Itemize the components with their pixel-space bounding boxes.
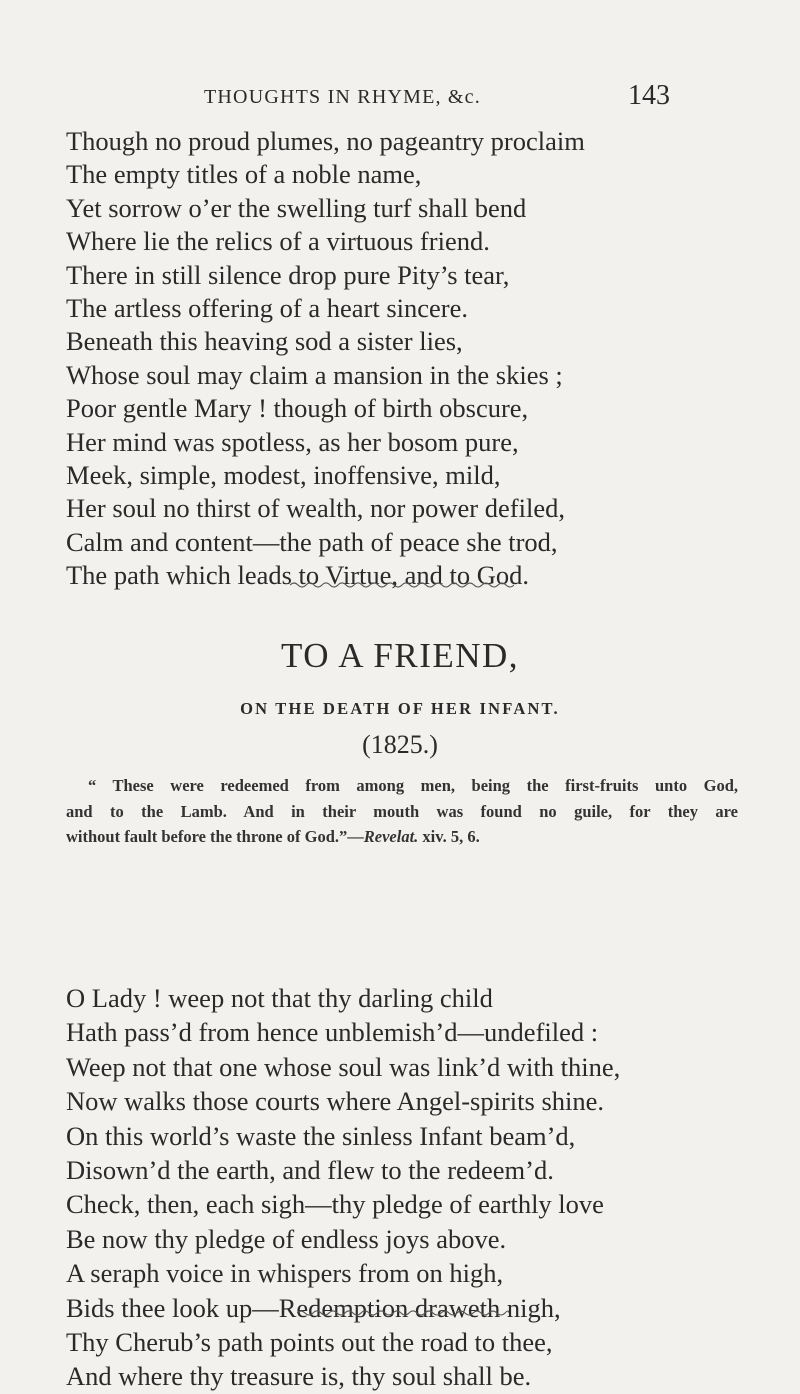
poem-1-stanza [66,125,585,592]
verse-line: Hath pass’d from hence unblemish’d—undefiled : [66,1017,599,1048]
verse-line: Calm and content—the path of peace she trod, [66,526,558,557]
verse-line: Disown’d the earth, and flew to the redeem’d. [66,1154,554,1185]
verse-line: Her mind was spotless, as her bosom pure, [66,426,519,457]
page-header [204,78,670,118]
page-number: 143 [628,80,670,111]
poem-year: (1825.) [362,730,438,759]
verse-line: Where lie the relics of a virtuous friend. [66,226,490,257]
verse-line: Yet sorrow o’er the swelling turf shall bend [66,192,527,223]
verse-line: Poor gentle Mary ! though of birth obscure, [66,393,529,424]
epigraph-line: “ These were redeemed from among men, being the first-fruits unto God, [88,776,738,795]
poem-subtitle: ON THE DEATH OF HER INFANT. [240,699,560,718]
verse-line: Though no proud plumes, no pageantry proclaim [66,126,585,156]
epigraph-text: without fault before the throne of God.”— [66,827,364,846]
wavy-rule-ornament [297,1308,509,1318]
epigraph [66,773,738,850]
verse-line: There in still silence drop pure Pity’s tear, [66,259,510,290]
verse-line: Her soul no thirst of wealth, nor power defiled, [66,493,565,524]
poem-title: TO A FRIEND, [280,636,520,675]
epigraph-reference: xiv. 5, 6. [418,827,480,846]
poem-2-stanza [66,981,620,1394]
verse-line: The artless offering of a heart sincere. [66,292,468,323]
verse-line: A seraph voice in whispers from on high, [66,1258,504,1289]
verse-line: Meek, simple, modest, inoffensive, mild, [66,459,501,490]
epigraph-source: Revelat. [363,827,419,846]
verse-line: O Lady ! weep not that thy darling child [66,983,493,1013]
running-head: THOUGHTS IN RHYME, &c. [204,86,481,108]
epigraph-line-last [66,824,738,850]
verse-line: Weep not that one whose soul was link’d with thine, [66,1051,621,1082]
verse-line: Bids thee look up—Redemption draweth nigh, [66,1292,561,1323]
verse-line: On this world’s waste the sinless Infant beam’d, [66,1120,576,1151]
wavy-rule-ornament [290,580,514,590]
verse-line: Thy Cherub’s path points out the road to thee, [66,1326,553,1357]
verse-line: Be now thy pledge of endless joys above. [66,1223,507,1254]
verse-line: Whose soul may claim a mansion in the skies ; [66,359,563,390]
verse-line: Beneath this heaving sod a sister lies, [66,326,463,357]
verse-line: Now walks those courts where Angel-spirits shine. [66,1086,605,1117]
verse-line: And where thy treasure is, thy soul shall be. [66,1361,532,1392]
verse-line: Check, then, each sigh—thy pledge of earthly love [66,1189,604,1220]
verse-line: The empty titles of a noble name, [66,159,422,190]
epigraph-line: and to the Lamb. And in their mouth was found no guile, for they are [66,801,738,821]
verse-line: The path which leads to Virtue, and to God. [66,560,530,591]
